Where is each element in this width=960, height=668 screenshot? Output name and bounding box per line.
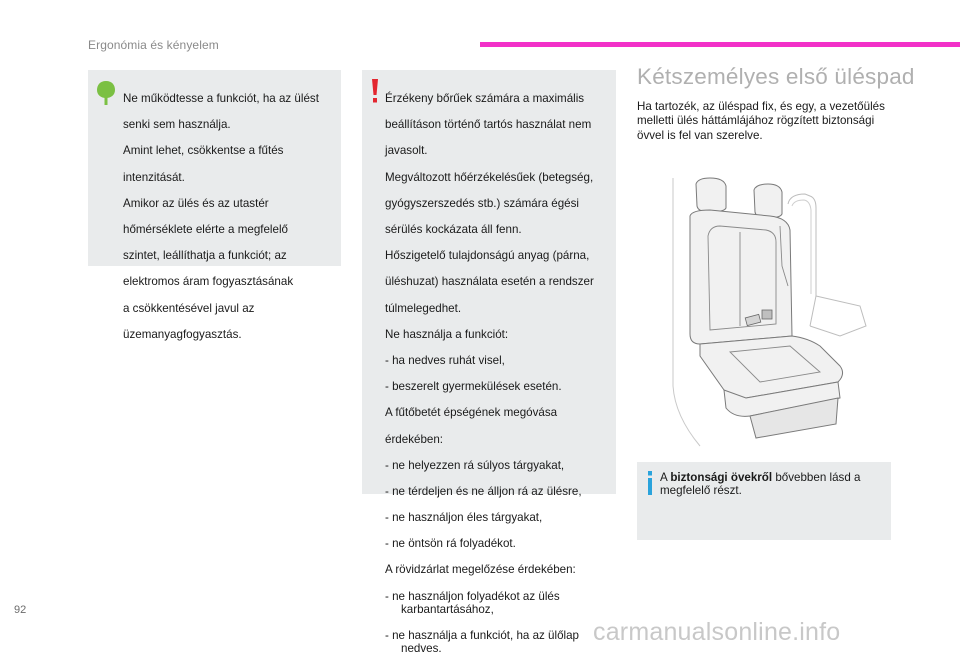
eco-note-box [88,70,341,341]
double-seat-illustration [670,176,892,452]
header-section-title: Ergonómia és kényelem [88,38,219,52]
info-note-bold: biztonsági övekről [670,471,773,484]
warning-note-box [362,70,616,656]
warning-note-text: Érzékeny bőrűek számára a maximális beállításon történő tartós használat nem javasolt. Megváltozott hőérzékelésűek (betegség, gyógyszerszedés stb.) számára égési sérülés kockázata áll fenn. Hőszigetelő tulajdonságú anyag (párna, üléshuzat) használata esetén a rendszer túlmelegedhet. Ne használja a funkciót: - ha nedves ruhát visel, - beszerelt gyermekülések esetén. A fűtőbetét épségének megóvása érdekében: - ne helyezzen rá súlyos tárgyakat, - ne térdeljen és ne álljon rá az ülésre, - ne használjon éles tárgyakat, - ne öntsön rá folyadékot. A rövidzárlat megelőzése érdekében: - ne használjon folyadékot az ülés karbantartásához, - ne használja a funkciót, ha az ülőlap nedves. [385,92,594,656]
info-note-text: A biztonsági övekről bővebben lásd a megfelelő részt. [660,471,861,498]
section-title: Kétszemélyes első üléspad [637,64,915,89]
eco-note-text: Ne működtesse a funkciót, ha az ülést senki sem használja. Amint lehet, csökkentse a fűtés intenzitását. Amikor az ülés és az utastér hőmérséklete elérte a megfelelő szintet, leállíthatja a funkciót; az elektromos áram fogyasztásának a csökkentésével javul az üzemanyagfogyasztás. [123,92,319,341]
watermark: carmanualsonline.info [593,618,841,646]
section-intro: Ha tartozék, az üléspad fix, és egy, a vezetőülés melletti ülés háttámlájához rögzített biztonsági övvel is fel van szerelve. [637,100,885,142]
page-number: 92 [14,604,27,616]
leaf-icon [96,80,116,106]
header-accent-bar [480,42,960,47]
exclamation-icon [371,79,379,103]
info-note-box [637,462,891,540]
info-icon [646,471,654,495]
